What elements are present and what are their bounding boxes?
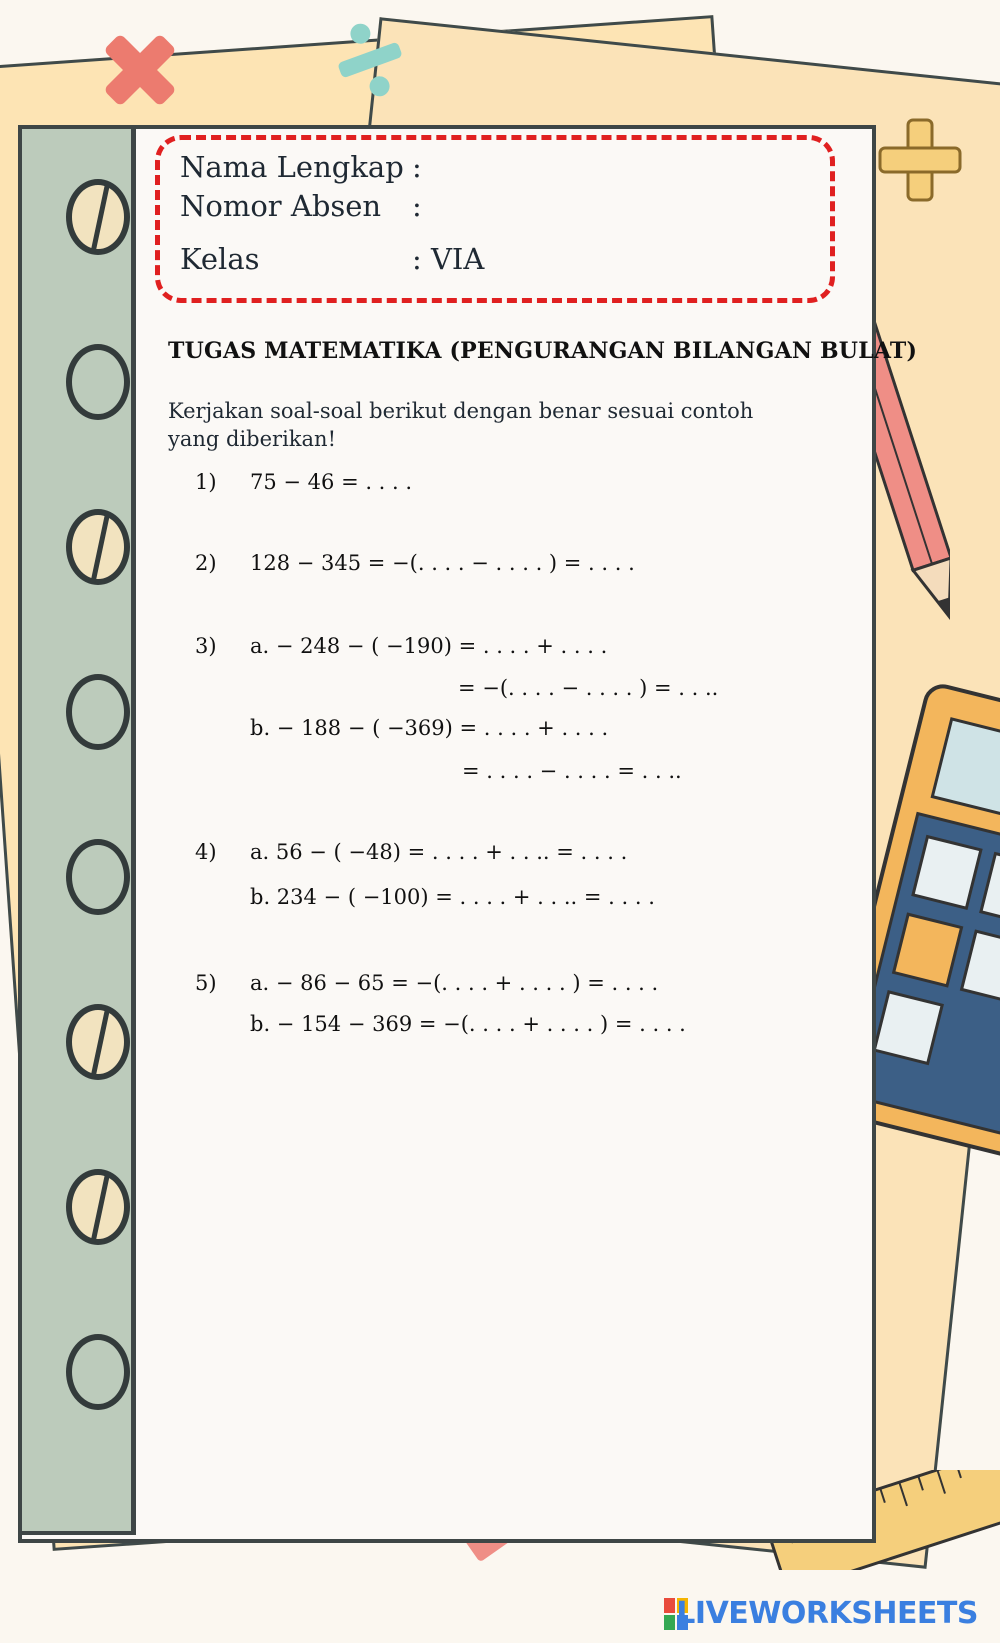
- field-value[interactable]: :: [412, 150, 422, 184]
- calculator-icon: [860, 680, 1000, 1180]
- question-number: 2): [195, 551, 217, 575]
- notebook-spine: [18, 125, 136, 1535]
- question-number: 3): [195, 634, 217, 658]
- field-nomor-absen: [180, 189, 422, 223]
- binder-ring: [66, 1334, 130, 1410]
- field-value: : VIA: [412, 242, 485, 276]
- binder-ring: [66, 839, 130, 915]
- field-nama-lengkap: [180, 150, 422, 184]
- question-3a-line2: = −(. . . . − . . . . ) = . . ..: [458, 676, 719, 700]
- field-value[interactable]: :: [412, 189, 422, 223]
- question-1-text: 75 − 46 = . . . .: [250, 470, 413, 494]
- question-number: 1): [195, 470, 217, 494]
- question-4a: a. 56 − ( −48) = . . . . + . . .. = . . . .: [250, 840, 628, 864]
- question-number: 4): [195, 840, 217, 864]
- question-5b: b. − 154 − 369 = −(. . . . + . . . . ) = . . . .: [250, 1012, 686, 1036]
- divide-icon: [330, 20, 410, 100]
- multiply-icon: [95, 25, 185, 115]
- binder-ring: [66, 179, 130, 255]
- question-number: 5): [195, 971, 217, 995]
- field-label: Nomor Absen: [180, 189, 382, 223]
- question-3a-line1: a. − 248 − ( −190) = . . . . + . . . .: [250, 634, 608, 658]
- binder-ring: [66, 509, 130, 585]
- question-2-text: 128 − 345 = −(. . . . − . . . . ) = . . . .: [250, 551, 635, 575]
- field-kelas: [180, 242, 484, 276]
- question-4b: b. 234 − ( −100) = . . . . + . . .. = . . . .: [250, 885, 655, 909]
- binder-ring: [66, 344, 130, 420]
- field-label: Kelas: [180, 242, 260, 276]
- binder-ring: [66, 674, 130, 750]
- question-5a: a. − 86 − 65 = −(. . . . + . . . . ) = . . . .: [250, 971, 659, 995]
- field-label: Nama Lengkap: [180, 150, 404, 184]
- binder-ring: [66, 1004, 130, 1080]
- question-3b-line2: = . . . . − . . . . = . . ..: [462, 759, 682, 783]
- question-3b-line1: b. − 188 − ( −369) = . . . . + . . . .: [250, 716, 609, 740]
- instruction-text: Kerjakan soal-soal berikut dengan benar sesuai contoh yang diberikan!: [168, 399, 754, 451]
- worksheet-title: TUGAS MATEMATIKA (PENGURANGAN BILANGAN BULAT): [168, 338, 918, 364]
- plus-icon: [875, 115, 965, 205]
- binder-ring: [66, 1169, 130, 1245]
- brand-name: LIVEWORKSHEETS: [676, 1596, 978, 1631]
